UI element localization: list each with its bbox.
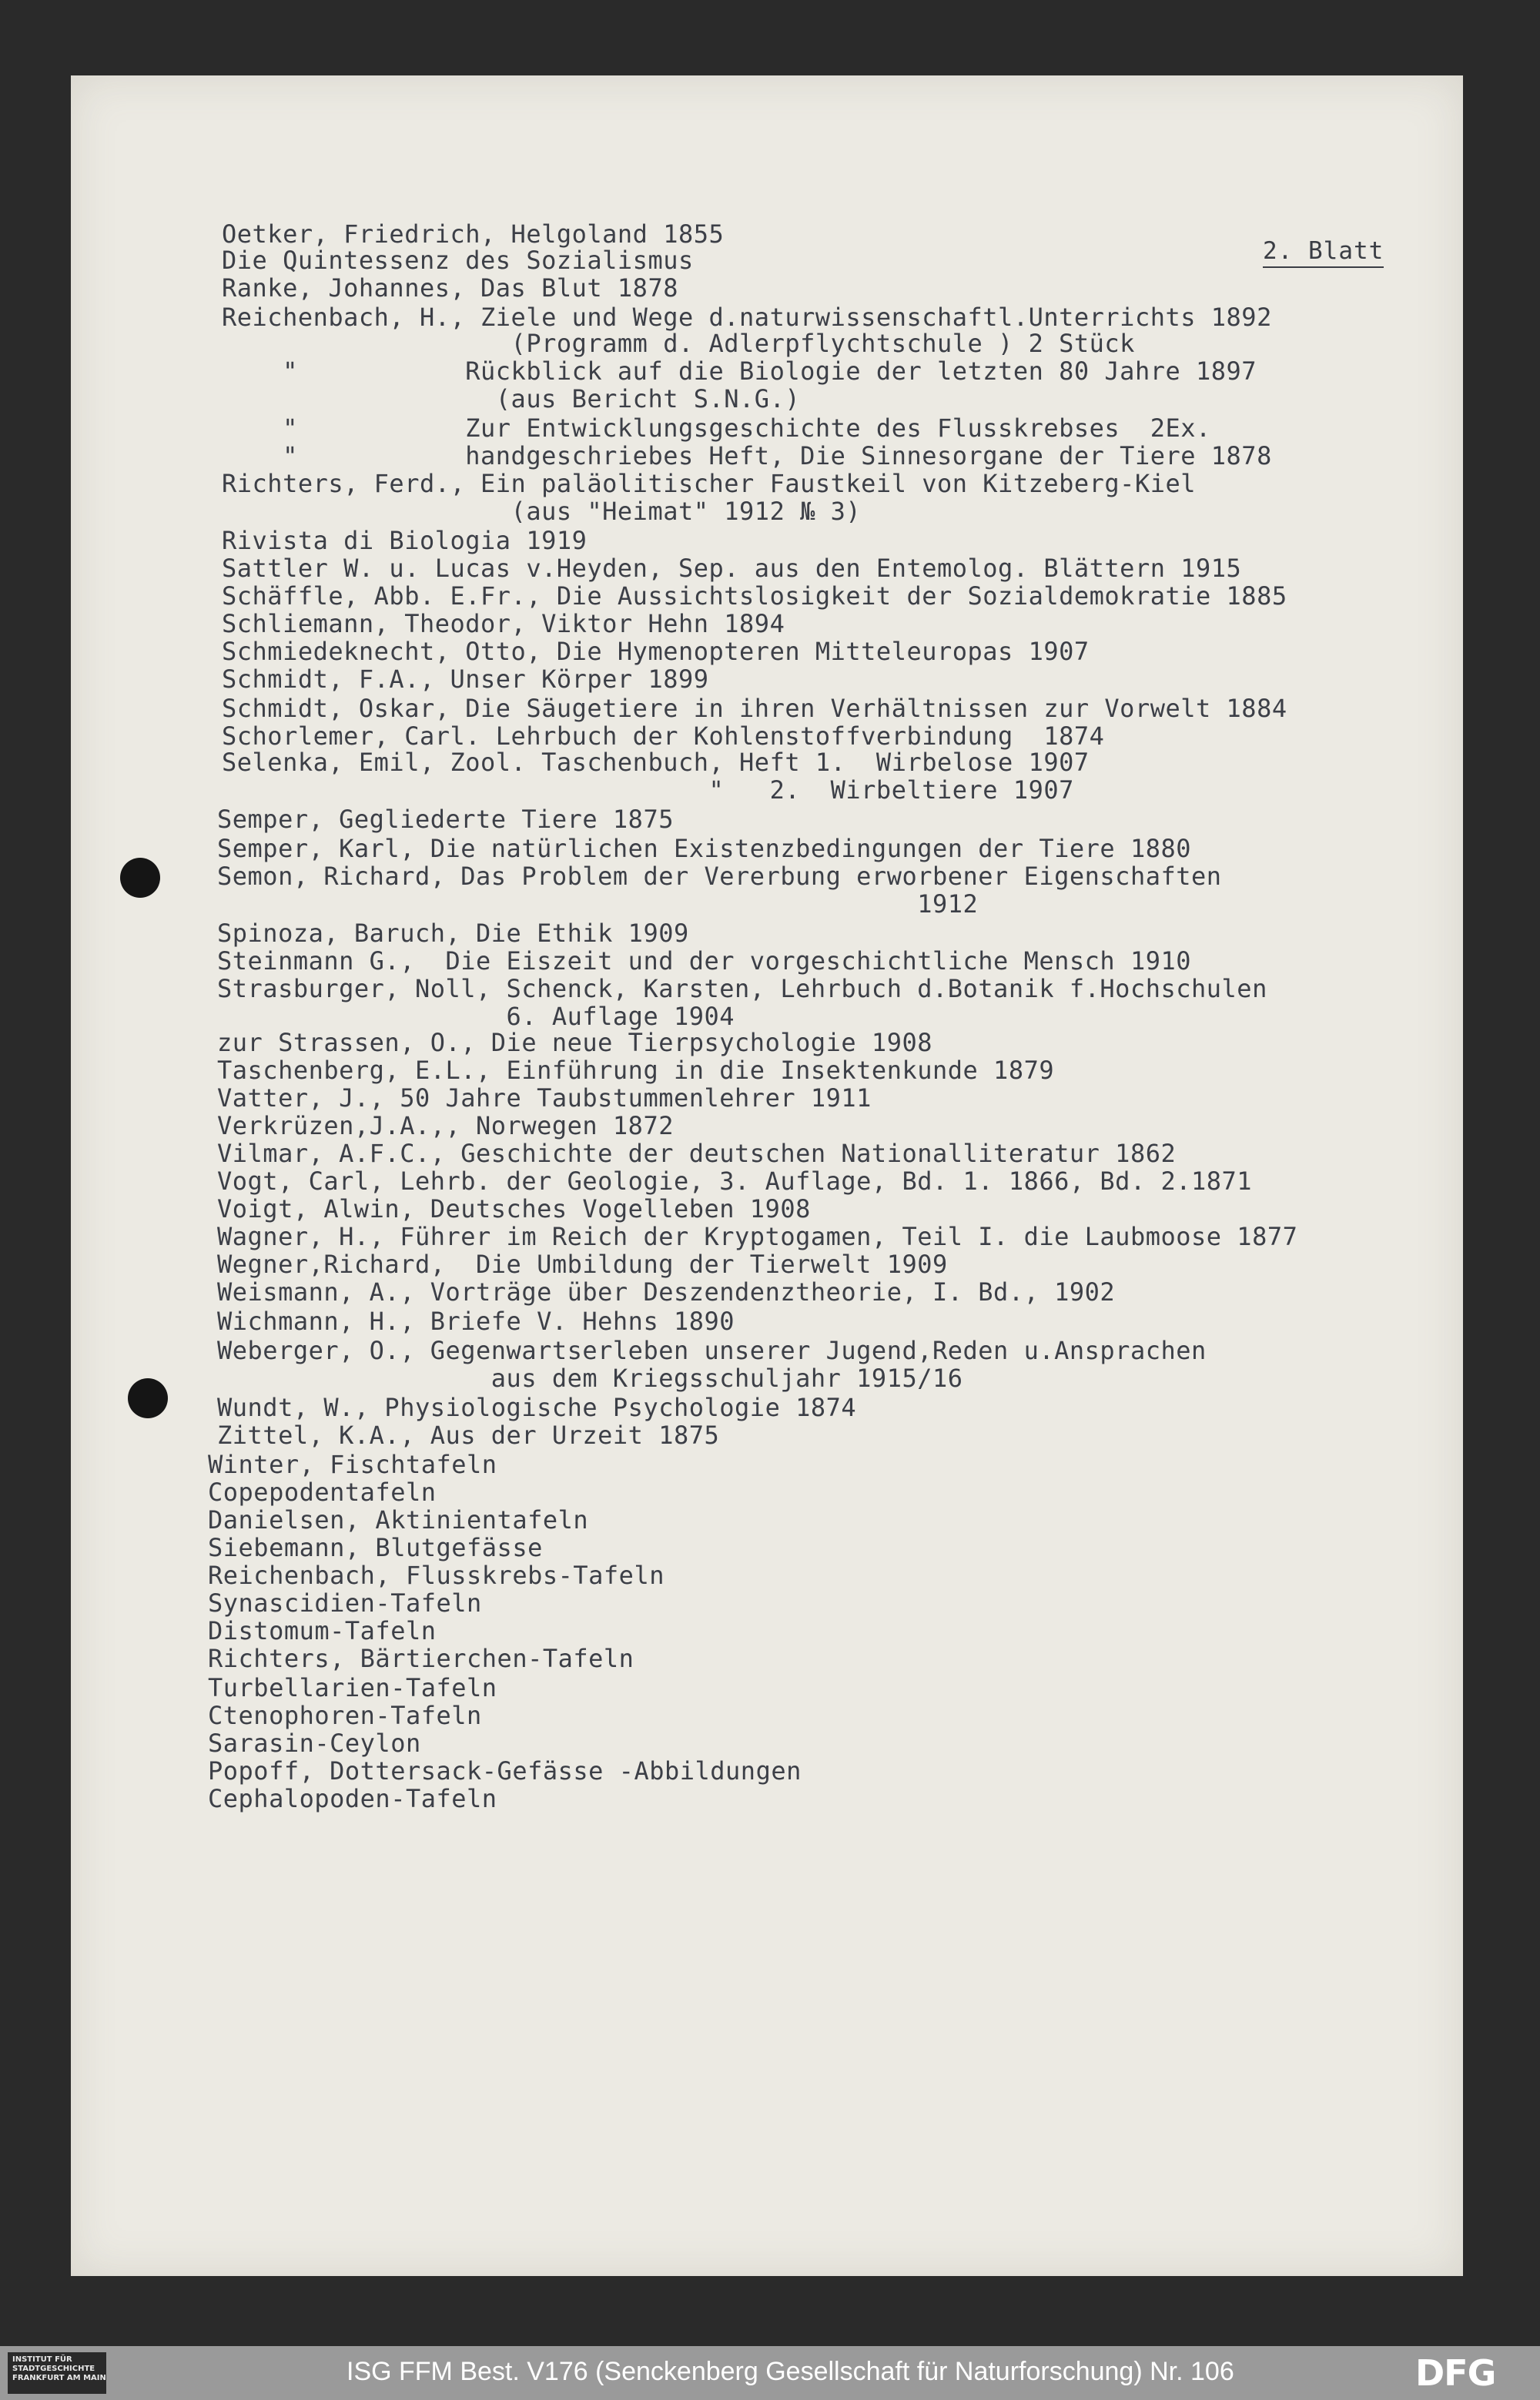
entry-line: 6. Auflage 1904 — [217, 1002, 735, 1031]
entry-line: Weberger, O., Gegenwartserleben unserer Jugend,Reden u.Ansprachen — [217, 1336, 1207, 1365]
entry-line: Vatter, J., 50 Jahre Taubstummenlehrer 1911 — [217, 1083, 872, 1113]
entry-line: Strasburger, Noll, Schenck, Karsten, Lehrbuch d.Botanik f.Hochschulen — [217, 974, 1267, 1003]
entry-line: Voigt, Alwin, Deutsches Vogelleben 1908 — [217, 1194, 811, 1223]
archive-footer-bar — [0, 2346, 1540, 2400]
entry-line: Richters, Ferd., Ein paläolitischer Faustkeil von Kitzeberg-Kiel — [222, 469, 1196, 498]
entry-line: Distomum-Tafeln — [208, 1616, 437, 1645]
entry-line: Wundt, W., Physiologische Psychologie 1874 — [217, 1393, 857, 1422]
entry-line: 1912 — [217, 889, 979, 919]
entry-line: Sarasin-Ceylon — [208, 1729, 421, 1758]
entry-line: Die Quintessenz des Sozialismus — [222, 246, 694, 275]
entry-line: Spinoza, Baruch, Die Ethik 1909 — [217, 919, 689, 948]
entry-line: Turbellarien-Tafeln — [208, 1673, 497, 1702]
entry-line: Schmiedeknecht, Otto, Die Hymenopteren Mitteleuropas 1907 — [222, 637, 1090, 666]
entry-line: " handgeschriebes Heft, Die Sinnesorgane der Tiere 1878 — [222, 441, 1272, 470]
entry-line: Semper, Karl, Die natürlichen Existenzbedingungen der Tiere 1880 — [217, 834, 1191, 863]
entry-line: Zittel, K.A., Aus der Urzeit 1875 — [217, 1421, 720, 1450]
isg-logo: INSTITUT FÜR STADTGESCHICHTE FRANKFURT AM MAIN — [8, 2352, 106, 2394]
entry-line: Wegner,Richard, Die Umbildung der Tierwelt 1909 — [217, 1250, 948, 1279]
entry-line: Schliemann, Theodor, Viktor Hehn 1894 — [222, 609, 785, 638]
entry-line: Reichenbach, H., Ziele und Wege d.naturwissenschaftl.Unterrichts 1892 — [222, 303, 1272, 332]
entry-line: " Zur Entwicklungsgeschichte des Flusskrebses 2Ex. — [222, 413, 1211, 443]
archive-caption: ISG FFM Best. V176 (Senckenberg Gesellschaft für Naturforschung) Nr. 106 — [346, 2357, 1234, 2386]
entry-line: Verkrüzen,J.A.,, Norwegen 1872 — [217, 1111, 674, 1140]
entry-line: Danielsen, Aktinientafeln — [208, 1505, 589, 1535]
entry-line: Weismann, A., Vorträge über Deszendenztheorie, I. Bd., 1902 — [217, 1277, 1116, 1307]
entry-line: Copepodentafeln — [208, 1478, 437, 1507]
punch-hole-bottom — [128, 1378, 168, 1418]
entry-line: " 2. Wirbeltiere 1907 — [222, 775, 1074, 805]
entry-line: " Rückblick auf die Biologie der letzten 80 Jahre 1897 — [222, 356, 1257, 386]
entry-line: Siebemann, Blutgefässe — [208, 1533, 543, 1562]
entry-line: Steinmann G., Die Eiszeit und der vorgeschichtliche Mensch 1910 — [217, 946, 1191, 976]
entry-line: Ranke, Johannes, Das Blut 1878 — [222, 273, 678, 303]
entry-line: Cephalopoden-Tafeln — [208, 1784, 497, 1813]
entry-line: Ctenophoren-Tafeln — [208, 1701, 482, 1730]
entry-line: Vogt, Carl, Lehrb. der Geologie, 3. Auflage, Bd. 1. 1866, Bd. 2.1871 — [217, 1167, 1253, 1196]
dfg-logo: DFG — [1415, 2352, 1496, 2394]
entry-line: Schmidt, Oskar, Die Säugetiere in ihren Verhältnissen zur Vorwelt 1884 — [222, 694, 1287, 723]
entry-line: Schäffle, Abb. E.Fr., Die Aussichtslosigkeit der Sozialdemokratie 1885 — [222, 581, 1287, 611]
entry-line: Richters, Bärtierchen-Tafeln — [208, 1644, 634, 1673]
entry-line: Oetker, Friedrich, Helgoland 1855 — [222, 219, 725, 249]
entry-line: Schorlemer, Carl. Lehrbuch der Kohlenstoffverbindung 1874 — [222, 721, 1105, 751]
entry-line: (Programm d. Adlerpflychtschule ) 2 Stück — [222, 329, 1135, 358]
entry-line: Taschenberg, E.L., Einführung in die Insektenkunde 1879 — [217, 1056, 1055, 1085]
entry-line: Synascidien-Tafeln — [208, 1588, 482, 1618]
document-page — [71, 75, 1463, 2276]
entry-line: Rivista di Biologia 1919 — [222, 526, 588, 555]
entry-line: Reichenbach, Flusskrebs-Tafeln — [208, 1561, 665, 1590]
entry-line: (aus Bericht S.N.G.) — [222, 384, 801, 413]
entry-line: Semon, Richard, Das Problem der Vererbung erworbener Eigenschaften — [217, 862, 1222, 891]
entry-line: Selenka, Emil, Zool. Taschenbuch, Heft 1. Wirbelose 1907 — [222, 748, 1090, 777]
entry-line: Popoff, Dottersack-Gefässe -Abbildungen — [208, 1756, 802, 1786]
entry-line: Semper, Gegliederte Tiere 1875 — [217, 805, 674, 834]
entry-line: aus dem Kriegsschuljahr 1915/16 — [217, 1364, 963, 1393]
entry-line: zur Strassen, O., Die neue Tierpsychologie 1908 — [217, 1028, 932, 1057]
entry-line: Wagner, H., Führer im Reich der Kryptogamen, Teil I. die Laubmoose 1877 — [217, 1222, 1298, 1251]
entry-line: Sattler W. u. Lucas v.Heyden, Sep. aus den Entemolog. Blättern 1915 — [222, 554, 1242, 583]
punch-hole-top — [120, 858, 160, 898]
entry-line: Schmidt, F.A., Unser Körper 1899 — [222, 664, 709, 694]
entry-line: Winter, Fischtafeln — [208, 1450, 497, 1479]
sheet-number-label: 2. Blatt — [1263, 237, 1384, 268]
entry-line: (aus "Heimat" 1912 № 3) — [222, 497, 862, 526]
entry-line: Wichmann, H., Briefe V. Hehns 1890 — [217, 1307, 735, 1336]
entry-line: Vilmar, A.F.C., Geschichte der deutschen Nationalliteratur 1862 — [217, 1139, 1177, 1168]
